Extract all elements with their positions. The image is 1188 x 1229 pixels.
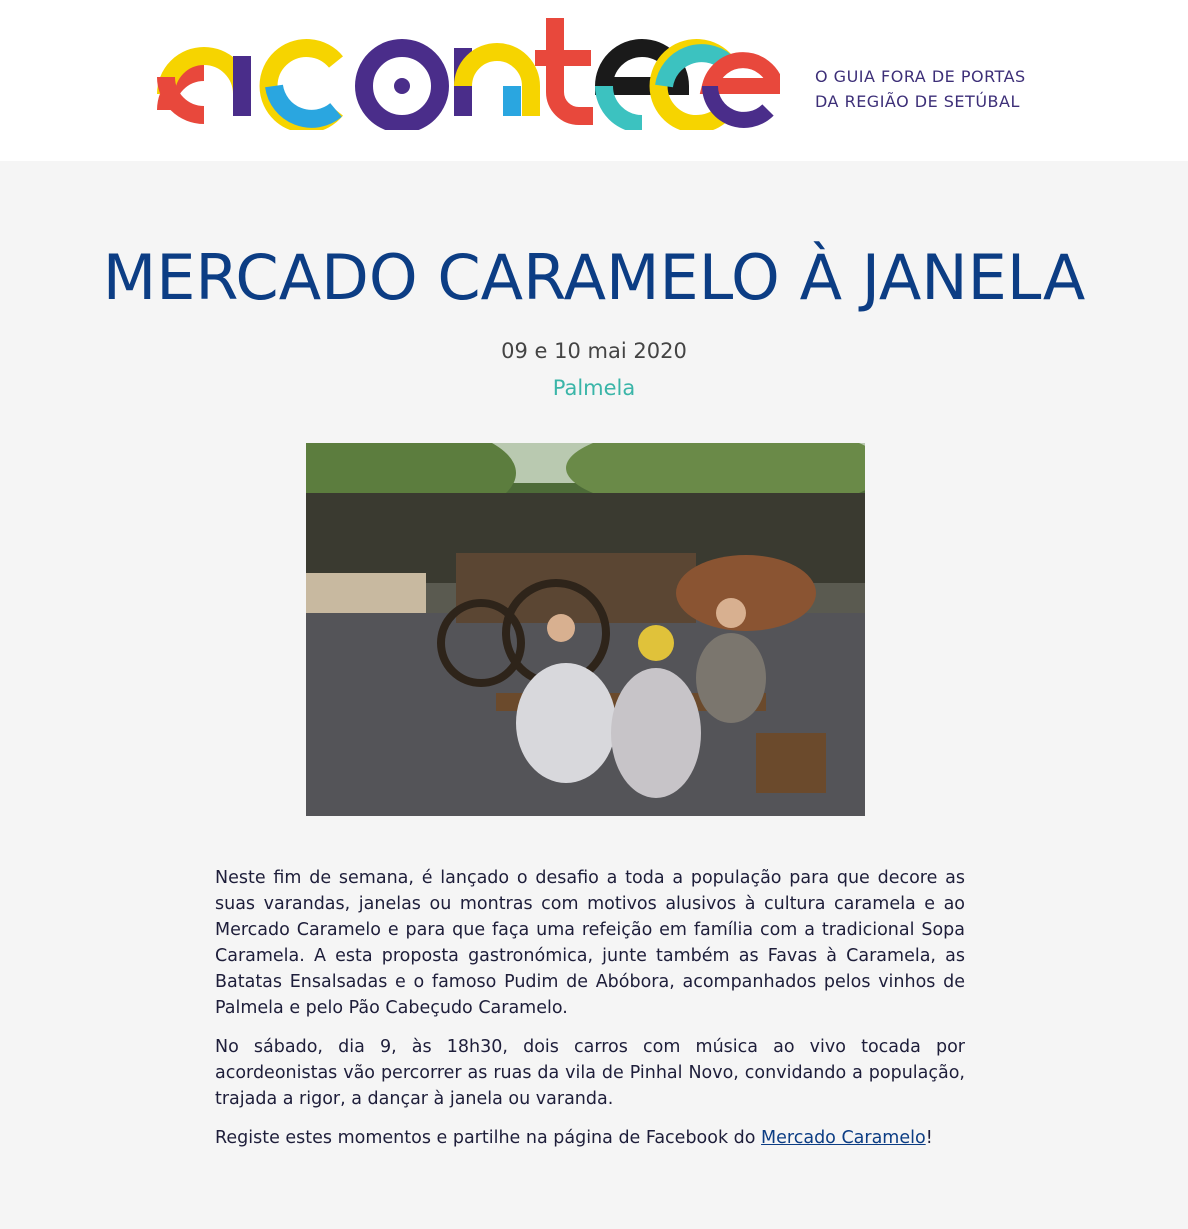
article-body [215,865,965,1164]
article-paragraph-2: No sábado, dia 9, às 18h30, dois carros com música ao vivo tocada por acordeonistas vão percorrer as ruas da vila de Pinhal Novo, convidando a população, trajada a rigor, a dançar à janela ou varanda. [215,1037,965,1109]
site-tagline [815,64,1026,114]
acontece-logo[interactable] [150,10,780,130]
logo-letter-a [166,56,251,130]
event-location[interactable]: Palmela [552,376,636,400]
logo-letter-t [535,18,593,116]
site-header [0,0,1188,161]
event-title: MERCADO CARAMELO À JANELA [102,241,1086,314]
tagline-line-1: O GUIA FORA DE PORTAS [815,67,1026,86]
logo-letter-c [269,48,336,124]
logo-letter-o [364,48,440,124]
tagline-line-2: DA REGIÃO DE SETÚBAL [815,92,1020,111]
paragraph-3-text: Registe estes momentos e partilhe na página de Facebook do [215,1128,762,1148]
event-date: 09 e 10 mai 2020 [501,339,687,363]
facebook-link[interactable]: Mercado Caramelo [761,1128,926,1148]
logo-letter-n [454,48,531,116]
logo-letter-e2 [710,60,776,120]
article-paragraph-1: Neste fim de semana, é lançado o desafio a toda a população para que decore as suas varandas, janelas ou montras com motivos alusivos à cultura caramela e ao Mercado Caramelo e para que faça uma refeição em família com a tradicional Sopa Caramela. A esta proposta gastronómica, junte também as Favas à Caramela, as Batatas Ensalsadas e o famoso Pudim de Abóbora, acompanhados pelos vinhos de Palmela e pelo Pão Cabeçudo Caramelo. [215,868,965,1018]
article-paragraph-3 [215,1125,965,1151]
event-photo [306,443,865,816]
paragraph-3-suffix: ! [925,1128,933,1148]
